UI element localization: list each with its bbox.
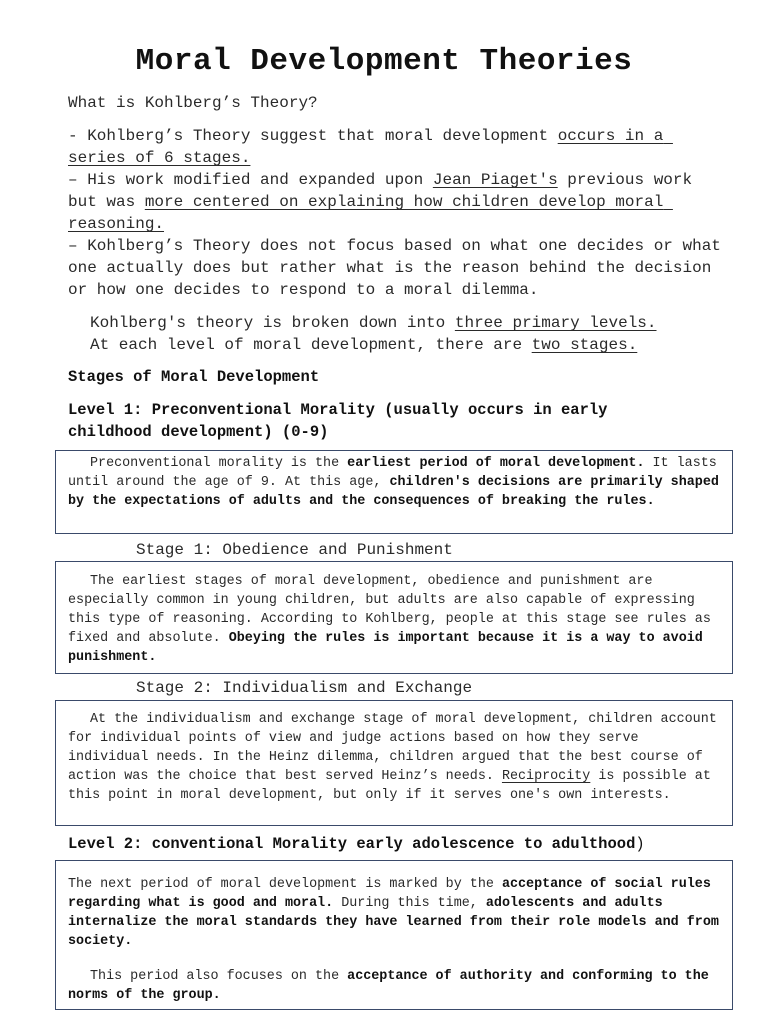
stage1-box-bold: Obeying the rules is important because it is a way to avoid punishment. [68, 631, 703, 665]
level1-heading-line2: childhood development) (0-9) [68, 423, 329, 441]
intro-p4-underlined: three primary levels. [454, 314, 657, 332]
stage1-title: Stage 1: Obedience and Punishment [136, 541, 453, 559]
intro-paragraph-5 [90, 334, 740, 356]
stage1-box-text: The earliest stages of moral development, obedience and punishment are especially common in young children, but adults are also capable of expressing this type of reasoning. According to Kohlberg, people at this stage see rules as fixed and absolute. [68, 574, 711, 646]
stage2-description-box [55, 700, 733, 826]
intro-p2-text-a: – His work modified and expanded upon [68, 171, 433, 189]
level2-heading [68, 833, 645, 855]
intro-p5-text: At each level of moral development, there are [90, 336, 532, 354]
intro-p2-underlined: more centered on explaining how children develop moral reasoning. [68, 193, 673, 233]
level2-box2-text: This period also focuses on the [90, 969, 348, 984]
intro-paragraph-1 [68, 125, 728, 169]
level2-box-bold-b: adolescents and adults internalize the moral standards they have learned from their role models and from society. [68, 896, 719, 949]
page-title: Moral Development Theories [135, 44, 633, 79]
level1-description-box [55, 450, 733, 534]
intro-p1-underlined: occurs in a series of 6 stages. [68, 127, 673, 167]
intro-p2-text-b: previous work but was [68, 171, 702, 211]
level1-heading-line1: Level 1: Preconventional Morality (usually occurs in early [68, 401, 608, 419]
level2-description-box [55, 860, 733, 1010]
level1-box-bold-b: children's decisions are primarily shaped by the expectations of adults and the consequences of breaking the rules. [68, 475, 719, 509]
level1-box-bold-a: earliest period of moral development. [347, 456, 645, 471]
intro-paragraph-3: – Kohlberg’s Theory does not focus based on what one decides or what one actually does but rather what is the reason behind the decision or how one decides to respond to a moral dilemma. [68, 237, 731, 299]
intro-p1-text: - Kohlberg’s Theory suggest that moral development [68, 127, 558, 145]
reciprocity-text: Reciprocity [501, 769, 591, 784]
stage2-box-text-a: At the individualism and exchange stage of moral development, children account for individual points of view and judge actions based on how they serve individual needs. In the Heinz dilemma, children argued that the best course of action was the choice that best served Heinz’s needs. [68, 712, 717, 784]
level2-box2-bold: acceptance of authority and conforming to the norms of the group. [68, 969, 709, 1003]
intro-paragraph-4 [90, 312, 740, 334]
level2-heading-paren: ) [635, 835, 645, 853]
level1-box-text-b: It lasts until around the age of 9. At this age, [68, 456, 717, 490]
level2-box-bold-a: acceptance of social rules regarding what is good and moral. [68, 877, 711, 911]
stage2-box-text-b: is possible at this point in moral development, but only if it serves one's own interests. [68, 769, 711, 803]
stages-heading: Stages of Moral Development [68, 368, 320, 386]
level1-box-text-a: Preconventional morality is the [90, 456, 348, 471]
level2-heading-text: Level 2: conventional Morality early adolescence to adulthood [68, 835, 636, 853]
level2-box-paragraph-1 [68, 875, 726, 951]
stage1-description-box [55, 561, 733, 674]
intro-p4-text: Kohlberg's theory is broken down into [90, 314, 455, 332]
level2-box-text-b: During this time, [333, 896, 486, 911]
level2-box-text-a: The next period of moral development is marked by the [68, 877, 502, 892]
intro-question: What is Kohlberg’s Theory? [68, 94, 318, 112]
level2-box-paragraph-2 [68, 967, 726, 1005]
stage2-title: Stage 2: Individualism and Exchange [136, 679, 473, 697]
intro-p5-underlined: two stages. [531, 336, 638, 354]
piaget-link-text: Jean Piaget's [432, 171, 558, 189]
intro-paragraph-2 [68, 169, 728, 235]
